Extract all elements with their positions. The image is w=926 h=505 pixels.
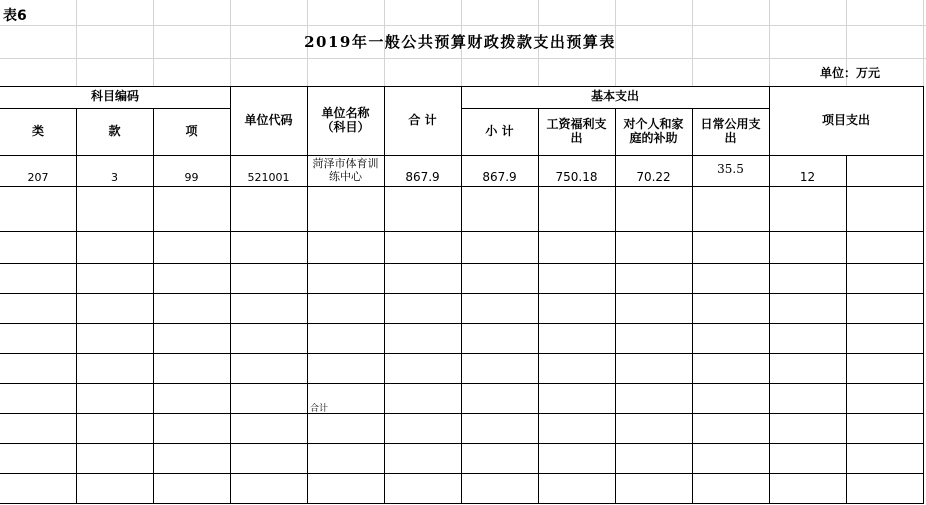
grid-line <box>153 0 154 87</box>
header-personal-family-subsidy: 对个人和家庭的补助 <box>623 116 684 145</box>
grid-line <box>0 25 926 26</box>
header-unit-name: 单位名称（科目） <box>321 105 370 134</box>
header-kuan: 款 <box>108 123 121 138</box>
table-border <box>538 108 539 504</box>
row-xiang: 99 <box>184 170 199 184</box>
table-border <box>0 413 924 414</box>
row-daily-public: 35.5 <box>717 162 744 177</box>
header-total: 合 计 <box>408 112 437 127</box>
row-total: 867.9 <box>405 170 440 185</box>
header-subtotal: 小 计 <box>485 123 514 138</box>
header-lei: 类 <box>31 123 44 138</box>
table-border <box>0 263 924 264</box>
table-border <box>76 108 77 504</box>
header-subject-code: 科目编码 <box>90 89 139 104</box>
table-border <box>153 108 154 504</box>
header-daily-public: 日常公用支出 <box>700 116 761 145</box>
table-border <box>0 323 924 324</box>
row-unit-code: 521001 <box>247 170 290 184</box>
table-border <box>0 383 924 384</box>
table-border <box>615 108 616 504</box>
header-project-expenditure: 项目支出 <box>821 112 870 127</box>
grid-line <box>692 0 693 87</box>
header-unit-code: 单位代码 <box>244 112 293 127</box>
table-border <box>0 186 924 187</box>
table-border <box>0 231 924 232</box>
grid-line <box>769 0 770 87</box>
table-number: 表6 <box>3 8 27 24</box>
row-wage-welfare: 750.18 <box>555 170 598 185</box>
table-border <box>0 293 924 294</box>
footer-total-label: 合计 <box>310 404 329 414</box>
header-basic-expenditure: 基本支出 <box>590 89 639 104</box>
table-border <box>846 155 847 504</box>
table-border <box>0 353 924 354</box>
table-border <box>0 443 924 444</box>
grid-line <box>76 0 77 87</box>
row-personal-family-subsidy: 70.22 <box>636 170 671 185</box>
header-wage-welfare: 工资福利支出 <box>546 116 607 145</box>
page-title: 2019年一般公共预算财政拨款支出预算表 <box>304 33 616 51</box>
table-border <box>0 473 924 474</box>
row-unit-name: 菏泽市体育训练中心 <box>312 156 379 183</box>
table-border <box>923 86 924 504</box>
table-border <box>0 503 924 504</box>
grid-line <box>923 0 924 87</box>
header-xiang: 项 <box>185 123 198 138</box>
row-kuan: 3 <box>111 170 118 184</box>
row-subtotal: 867.9 <box>482 170 517 185</box>
grid-line <box>0 58 926 59</box>
row-lei: 207 <box>27 170 49 184</box>
unit-label: 单位：万元 <box>819 66 880 80</box>
table-border <box>307 86 308 504</box>
table-border <box>0 155 924 156</box>
row-project-expenditure: 12 <box>799 170 816 185</box>
